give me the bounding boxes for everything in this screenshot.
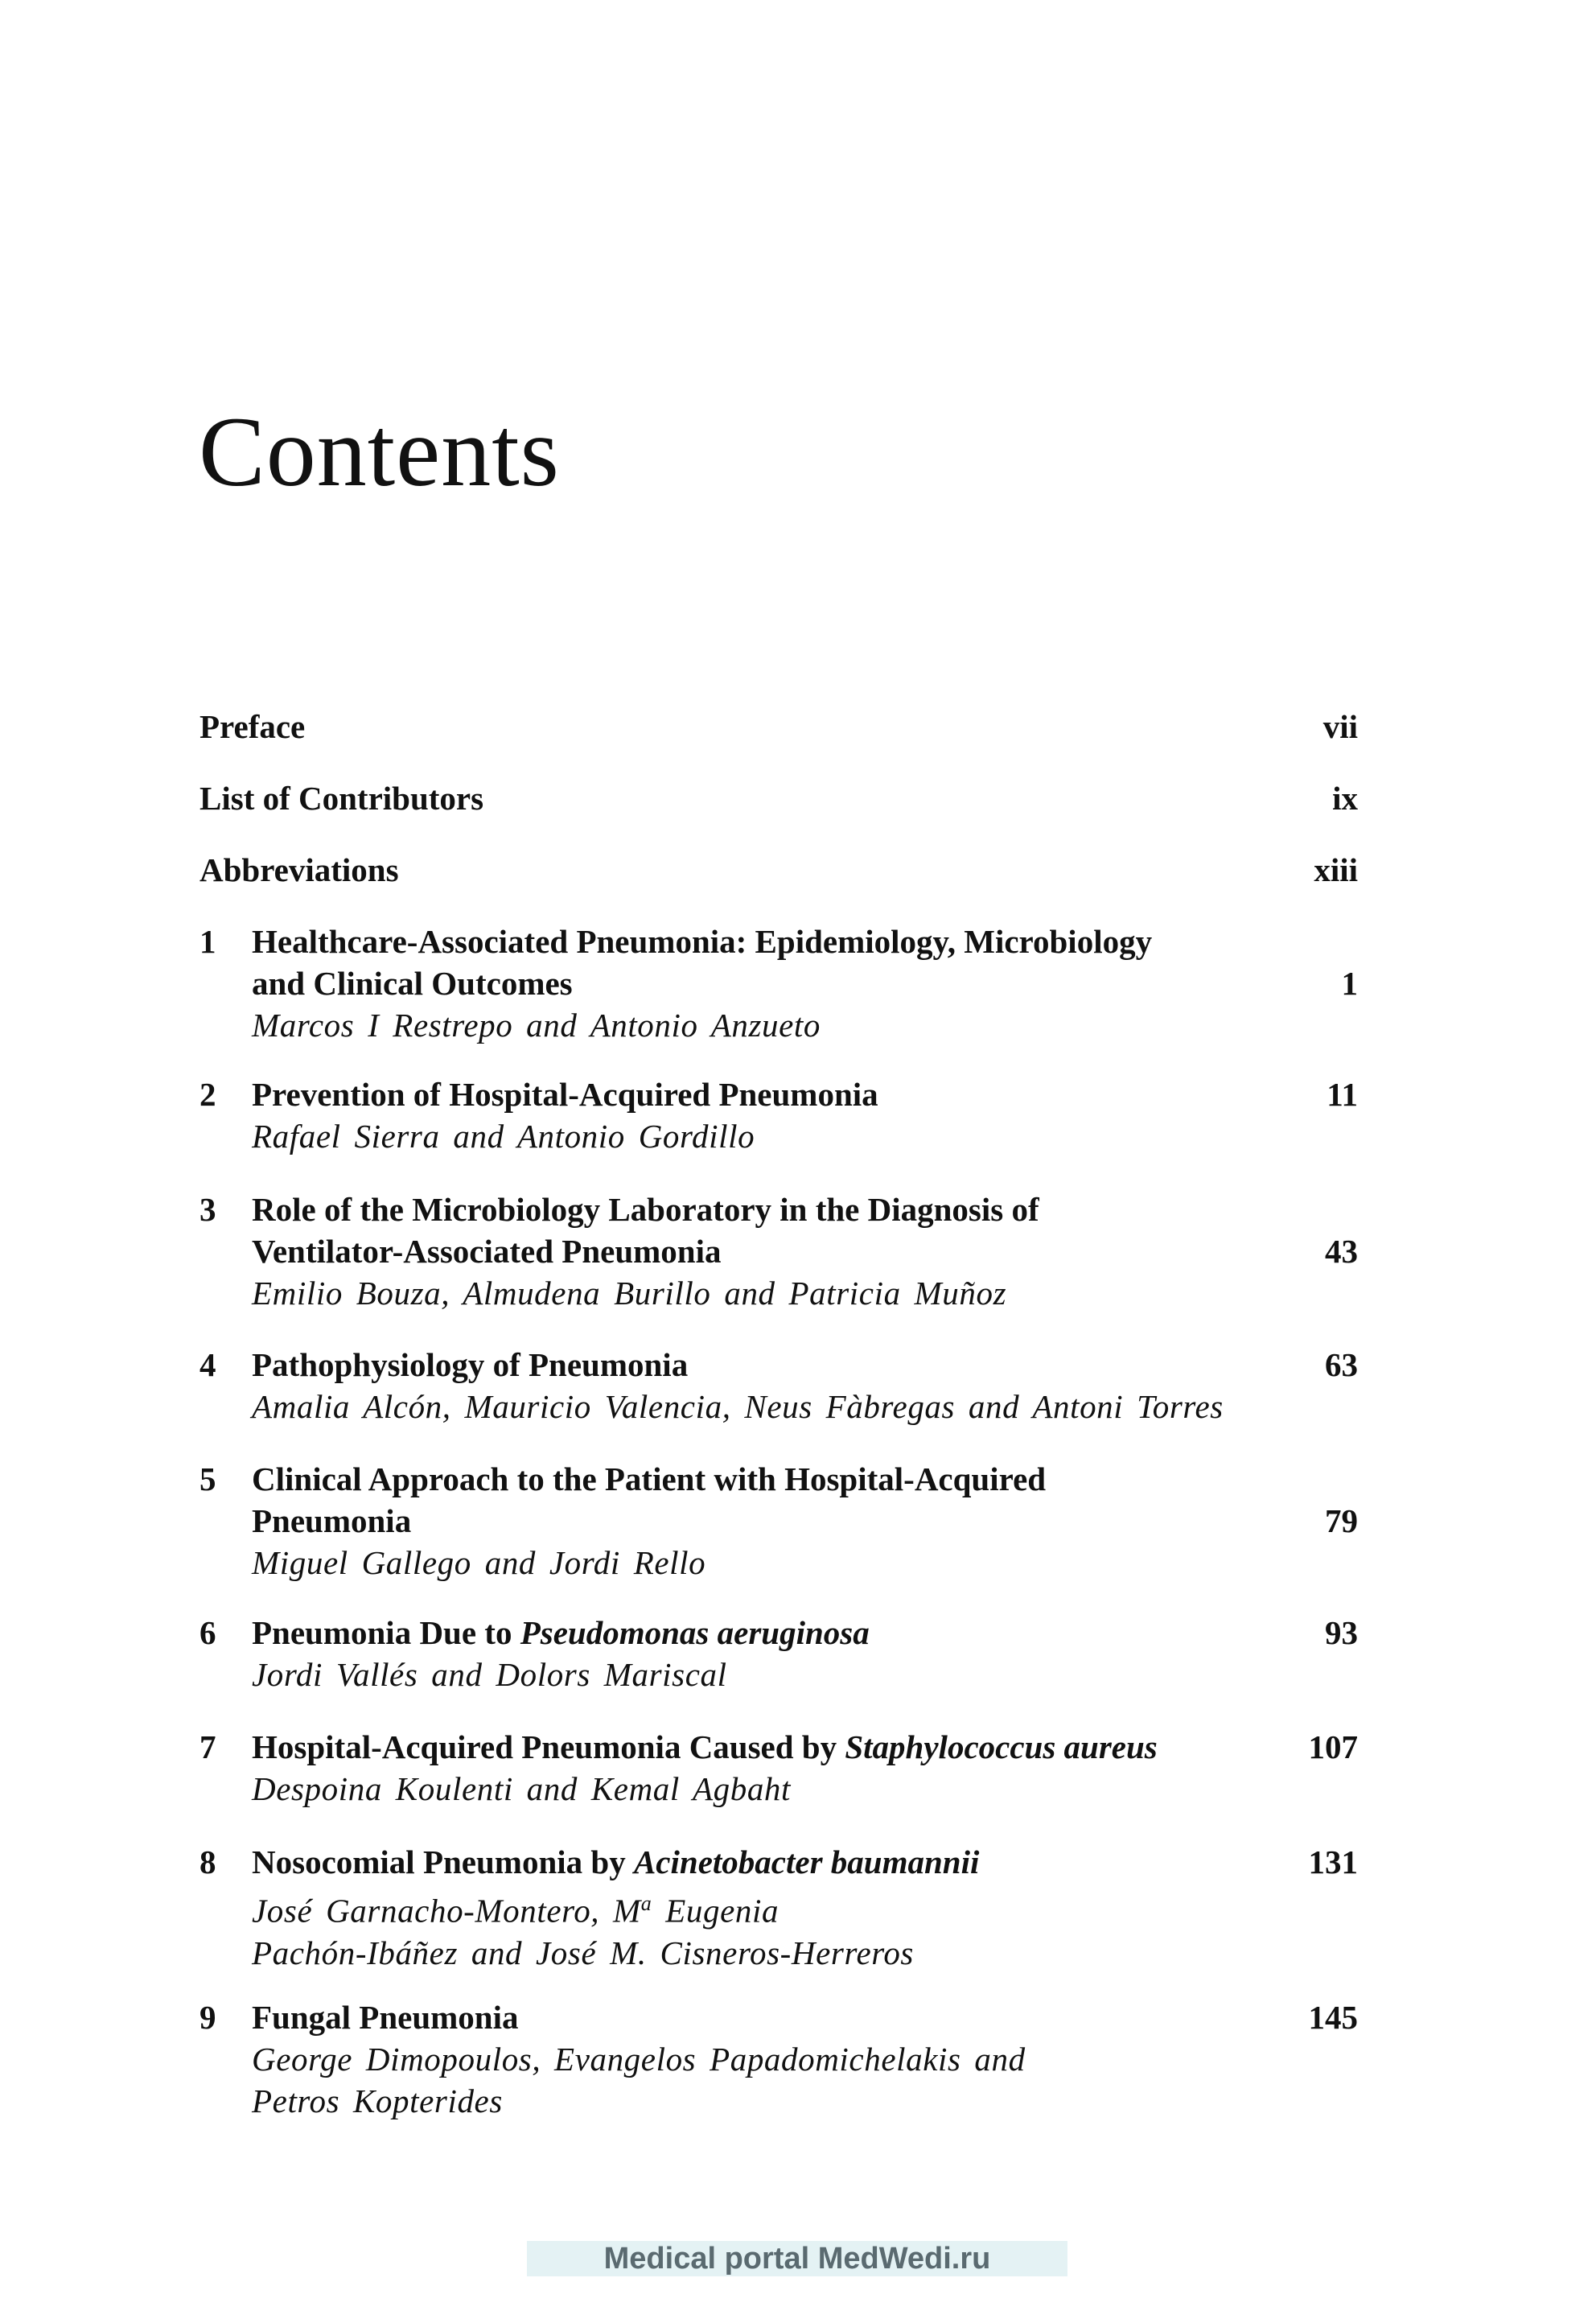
chapter-number: 6 (200, 1614, 216, 1651)
chapter-title-text: Pneumonia Due to (252, 1614, 512, 1651)
chapter-title-text: Nosocomial Pneumonia by (252, 1843, 626, 1880)
toc-entry-chapter-8[interactable] (200, 1841, 1358, 1974)
chapter-authors: Despoina Koulenti and Kemal Agbaht (252, 1770, 792, 1807)
page-number: 1 (1341, 965, 1358, 1002)
chapter-authors: Rafael Sierra and Antonio Gordillo (252, 1118, 755, 1155)
author-text: Eugenia (665, 1892, 779, 1930)
author-superscript: a (640, 1892, 652, 1915)
toc-entry-chapter-7[interactable] (200, 1726, 1358, 1810)
page-number: 131 (1308, 1843, 1358, 1880)
chapter-title-line: Fungal Pneumonia (252, 1999, 519, 2036)
page-title: Contents (199, 397, 560, 507)
chapter-number: 2 (200, 1076, 216, 1113)
page-number: ix (1332, 780, 1358, 817)
toc-entry-chapter-3[interactable] (200, 1188, 1358, 1314)
page-number: 107 (1308, 1728, 1358, 1765)
chapter-title-species: Acinetobacter baumannii (633, 1843, 980, 1880)
toc-entry-chapter-6[interactable] (200, 1612, 1358, 1695)
page-number: 11 (1327, 1076, 1358, 1113)
page-number: vii (1322, 708, 1358, 745)
chapter-title-line: Role of the Microbiology Laboratory in the Diagnosis of (252, 1191, 1039, 1228)
toc-entry-chapter-4[interactable] (200, 1344, 1358, 1427)
page-number: xiii (1314, 851, 1358, 888)
chapter-number: 1 (200, 923, 216, 960)
toc-entry-chapter-9[interactable] (200, 1996, 1358, 2122)
chapter-title-line: Healthcare-Associated Pneumonia: Epidemiology, Microbiology (252, 923, 1153, 960)
chapter-title-line (252, 1726, 1298, 1768)
entry-title: Abbreviations (200, 851, 399, 888)
chapter-title-line (252, 1841, 1298, 1883)
toc-entry-chapter-1[interactable] (200, 921, 1358, 1046)
chapter-title-line: and Clinical Outcomes (252, 965, 573, 1002)
chapter-title-text: Hospital-Acquired Pneumonia Caused by (252, 1728, 837, 1765)
chapter-number: 7 (200, 1728, 216, 1765)
page-number: 43 (1325, 1233, 1358, 1270)
chapter-title-line: Ventilator-Associated Pneumonia (252, 1233, 722, 1270)
entry-title: Preface (200, 708, 306, 745)
toc-entry-chapter-2[interactable] (200, 1073, 1358, 1157)
chapter-number: 5 (200, 1460, 216, 1497)
chapter-title-line (252, 1612, 1298, 1654)
chapter-title-line: Prevention of Hospital-Acquired Pneumonia (252, 1076, 878, 1113)
page-number: 63 (1325, 1346, 1358, 1383)
chapter-authors: Emilio Bouza, Almudena Burillo and Patricia Muñoz (252, 1275, 1007, 1312)
chapter-authors: Jordi Vallés and Dolors Mariscal (252, 1656, 727, 1693)
chapter-title-species: Pseudomonas aeruginosa (520, 1614, 870, 1651)
toc-entry-chapter-5[interactable] (200, 1458, 1358, 1584)
toc-entry-preface[interactable] (200, 706, 1358, 748)
chapter-title-line: Pathophysiology of Pneumonia (252, 1346, 689, 1383)
chapter-title-line: Clinical Approach to the Patient with Hospital-Acquired (252, 1460, 1047, 1497)
chapter-title-line: Pneumonia (252, 1502, 412, 1539)
chapter-authors: Marcos I Restrepo and Antonio Anzueto (252, 1007, 821, 1044)
chapter-authors: Amalia Alcón, Mauricio Valencia, Neus Fàbregas and Antoni Torres (252, 1388, 1224, 1425)
toc-entry-contributors[interactable] (200, 777, 1358, 819)
chapter-number: 8 (200, 1843, 216, 1880)
page-number: 93 (1325, 1614, 1358, 1651)
chapter-authors: Pachón-Ibáñez and José M. Cisneros-Herreros (252, 1934, 914, 1971)
entry-title: List of Contributors (200, 780, 484, 817)
chapter-title-species: Staphylococcus aureus (845, 1728, 1158, 1765)
chapter-authors: Petros Kopterides (252, 2082, 503, 2119)
chapter-number: 3 (200, 1191, 216, 1228)
chapter-authors: Miguel Gallego and Jordi Rello (252, 1544, 706, 1581)
chapter-number: 9 (200, 1999, 216, 2036)
chapter-authors (252, 1883, 1298, 1932)
page-number: 145 (1308, 1999, 1358, 2036)
page-number: 79 (1325, 1502, 1358, 1539)
toc-entry-abbreviations[interactable] (200, 849, 1358, 891)
watermark: Medical portal MedWedi.ru (527, 2241, 1067, 2276)
chapter-number: 4 (200, 1346, 216, 1383)
author-text: José Garnacho-Montero, M (252, 1892, 641, 1930)
chapter-authors: George Dimopoulos, Evangelos Papadomichelakis and (252, 2041, 1026, 2078)
